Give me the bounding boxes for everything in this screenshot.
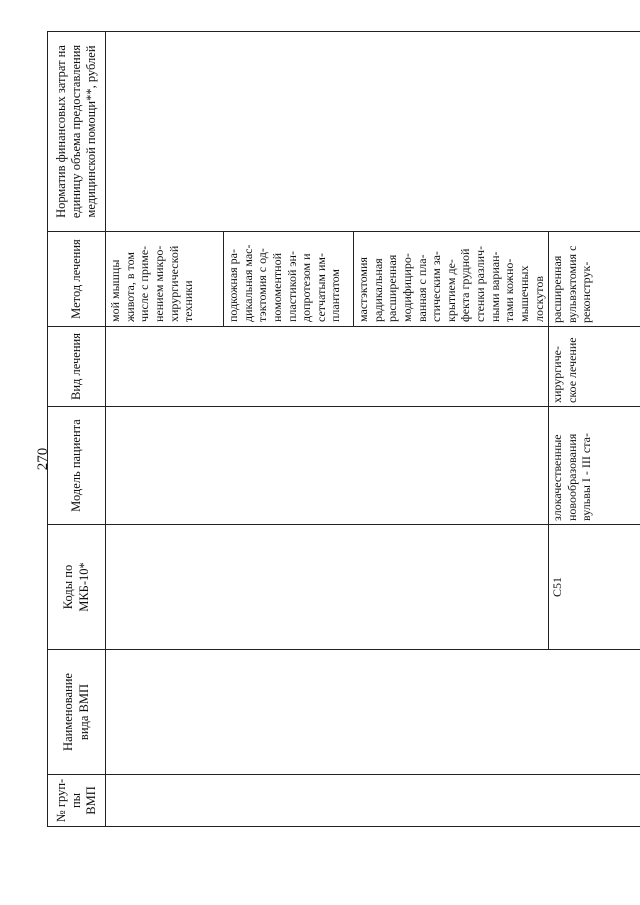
cell-name (106, 650, 640, 775)
header-treatment-method: Метод лечения (48, 232, 106, 327)
page-number: 270 (35, 447, 51, 471)
cell-methods (106, 232, 549, 327)
header-patient-model: Модель пациента (48, 407, 106, 525)
header-cost: Норматив финансовых затрат на единицу объема предоставления медицинской помощи**, рублей (48, 32, 106, 232)
vmp-table-wrapper (47, 32, 594, 827)
method-item: мой мышцы живота, в том числе с приме- нением микро- хирургической техники (106, 232, 224, 326)
cell-group (106, 775, 640, 827)
header-codes: Коды по МКБ-10* (48, 525, 106, 650)
cell-patient-model (106, 407, 549, 525)
cell-patient-model-c51: злокачественные новообразования вульвы I - III ста- (549, 407, 640, 525)
header-name: Наименование вида ВМП (48, 650, 106, 775)
cell-code-c51: C51 (549, 525, 640, 650)
cell-treatment-type (106, 327, 549, 407)
header-group: № груп- пы ВМП (48, 775, 106, 827)
cell-method-c51: расширенная вульвэктомия с реконструк- (549, 232, 640, 327)
method-item: подкожная ра- дикальная мас- тэктомия с од- номоментной пластикой эн- допротезом и сетчатым им- плантатом (224, 232, 354, 326)
header-row (48, 32, 106, 827)
method-item: мастэктомия радикальная расширенная модифициро- ванная с пла- стическим за- крытием де- фекта грудной стенки различ- ными вариан- тами кожно- мышечных лоскутов (356, 245, 546, 322)
table-row-continued (106, 32, 549, 827)
cell-codes (106, 525, 549, 650)
header-treatment-type: Вид лечения (48, 327, 106, 407)
cell-cost (106, 32, 640, 232)
vmp-table (47, 31, 640, 827)
cell-treatment-type-c51: хирургиче- ское лечение (549, 327, 640, 407)
